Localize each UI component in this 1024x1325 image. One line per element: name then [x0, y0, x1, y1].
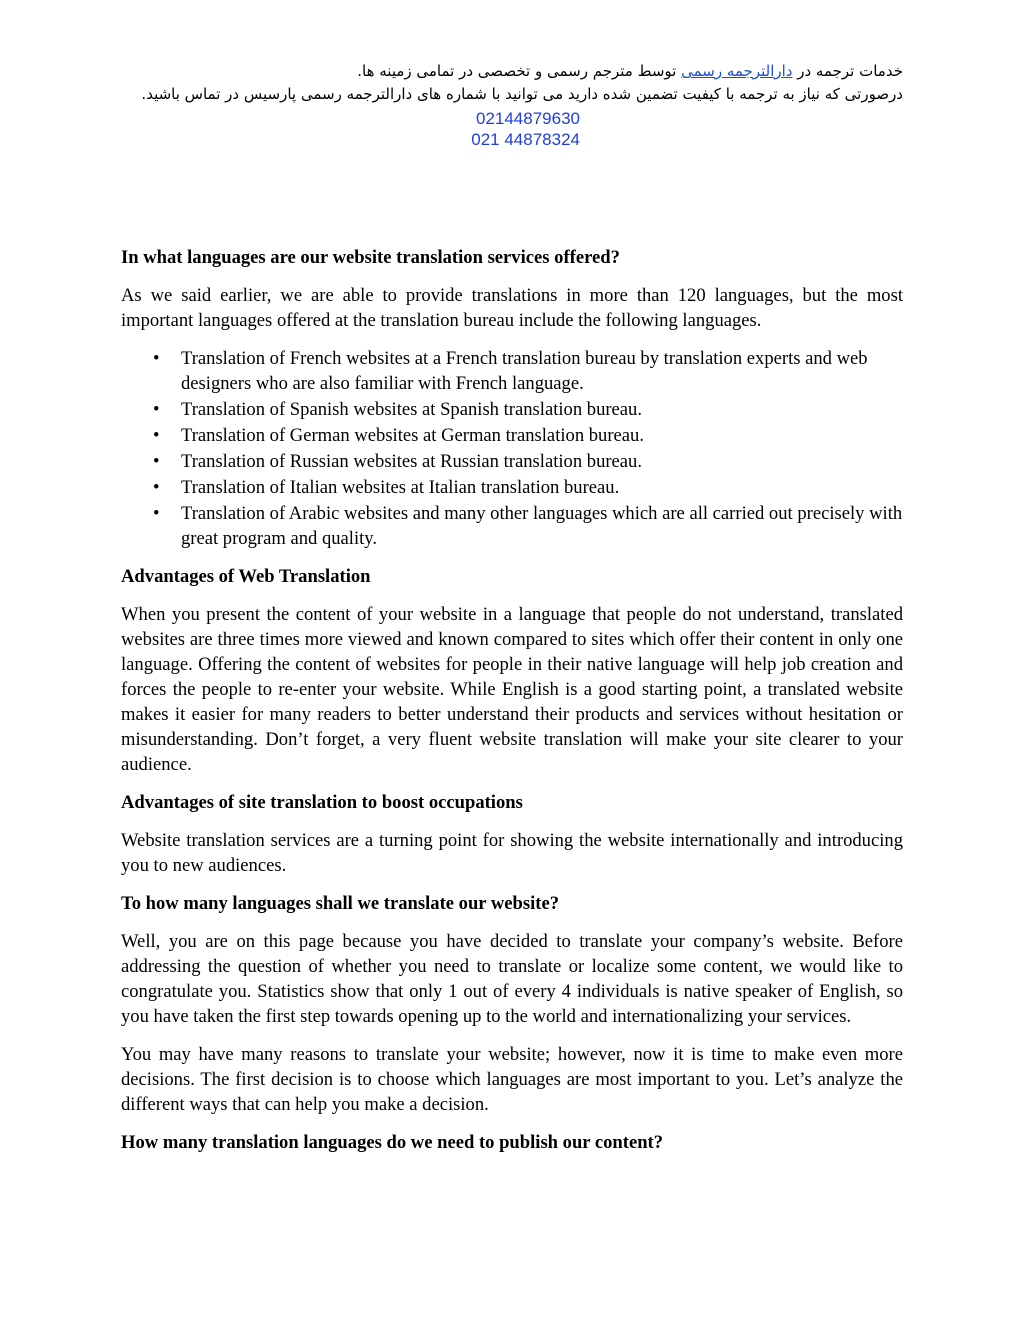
paragraph-languages-intro: As we said earlier, we are able to provide translations in more than 120 languages, but the most important languages offered at the translation bureau include the following languages.: [121, 285, 903, 331]
paragraph-advantages: When you present the content of your website in a language that people do not understand, translated websites are three times more viewed and known compared to sites which offer their content in only one language. Offering the content of websites for people in their native language will help job creation and forces the people to re-enter your website. While English is a good starting point, a translated website makes it easier for many readers to better understand their products and services without hesitation or misunderstanding. Don’t forget, a very fluent website translation will make your site clearer to your audience.: [121, 604, 903, 775]
list-item: [153, 449, 903, 474]
phone-number-2[interactable]: 021 44878324: [471, 130, 580, 149]
paragraph-how-many-1: Well, you are on this page because you have decided to translate your company’s website. Before addressing the question of whether you need to translate or localize some content, we would like to congratulate you. Statistics show that only 1 out of every 4 individuals is native speaker of English, so you have taken the first step towards opening up to the world and internationalizing your services.: [121, 931, 903, 1027]
list-item: [153, 423, 903, 448]
list-item-text: Translation of Arabic websites and many other languages which are all carried out precisely with great program and quality.: [181, 503, 903, 549]
header-line-1: [120, 60, 903, 83]
bullet-icon: •: [153, 503, 160, 524]
paragraph-how-many-2: You may have many reasons to translate your website; however, now it is time to make even more decisions. The first decision is to choose which languages are most important to you. Let’s analyze the different ways that can help you make a decision.: [121, 1044, 903, 1115]
heading-how-many: To how many languages shall we translate our website?: [121, 893, 560, 914]
persian-header: [120, 60, 903, 106]
list-item-text: Translation of Russian websites at Russian translation bureau.: [181, 451, 643, 472]
heading-publish: How many translation languages do we need to publish our content?: [121, 1132, 664, 1153]
bullet-icon: •: [153, 348, 160, 369]
header-line-1-suffix: توسط مترجم رسمی و تخصصی در تمامی زمینه ها.: [357, 62, 682, 80]
list-item: [153, 475, 903, 500]
heading-advantages: Advantages of Web Translation: [121, 566, 371, 587]
list-item-text: Translation of French websites at a French translation bureau by translation experts and web designers who are also familiar with French language.: [181, 348, 868, 394]
bullet-icon: •: [153, 477, 160, 498]
list-item-text: Translation of German websites at German translation bureau.: [181, 425, 645, 446]
heading-occupations: Advantages of site translation to boost occupations: [121, 792, 523, 813]
list-item-text: Translation of Spanish websites at Spanish translation bureau.: [181, 399, 643, 420]
list-item: [153, 397, 903, 422]
paragraph-occupations: Website translation services are a turning point for showing the website internationally and introducing you to new audiences.: [121, 830, 903, 876]
list-item-text: Translation of Italian websites at Italian translation bureau.: [181, 477, 620, 498]
article-body: [121, 245, 903, 1168]
translation-office-link[interactable]: دارالترجمه رسمی: [681, 62, 793, 80]
bullet-icon: •: [153, 399, 160, 420]
list-item: [153, 501, 903, 551]
list-item: [153, 346, 903, 396]
bullet-icon: •: [153, 451, 160, 472]
header-line-1-prefix: خدمات ترجمه در: [792, 62, 903, 80]
languages-list: [121, 346, 903, 551]
phone-number-1[interactable]: 02144879630: [475, 109, 580, 128]
bullet-icon: •: [153, 425, 160, 446]
phone-numbers: [440, 108, 580, 150]
heading-languages: In what languages are our website translation services offered?: [121, 247, 620, 268]
header-line-2: درصورتی که نیاز به ترجمه با کیفیت تضمین شده دارید می توانید با شماره های دارالترجمه رسمی پارسیس در تماس باشید.: [141, 85, 903, 103]
